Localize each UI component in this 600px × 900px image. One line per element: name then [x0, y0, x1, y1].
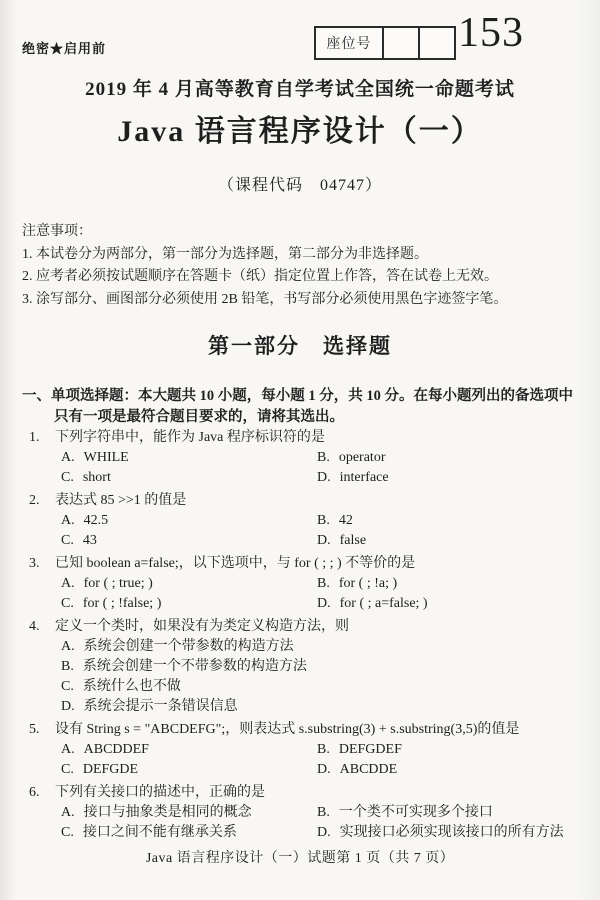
option-text: operator [338, 450, 386, 465]
option-text: 系统会提示一条错误信息 [83, 699, 238, 714]
notice-item-1: 1. 本试卷分为两部分，第一部分为选择题，第二部分为非选择题。 [22, 246, 428, 262]
option-c [61, 594, 317, 614]
question-2-options [29, 511, 588, 551]
question-text: 下列有关接口的描述中，正确的是 [55, 785, 265, 800]
question-6-options [29, 803, 588, 843]
option-label: A. [61, 639, 75, 654]
part-one-heading: 第一部分 选择题 [208, 334, 392, 358]
option-c [61, 468, 317, 488]
option-label: D. [317, 533, 331, 548]
mcq-instruction-line-2: 只有一项是最符合题目要求的，请将其选出。 [54, 409, 344, 425]
question-number: 5. [29, 722, 40, 737]
option-a [61, 803, 317, 823]
question-1-options [29, 448, 588, 488]
option-text: 接口与抽象类是相同的概念 [83, 805, 252, 820]
option-label: C. [61, 596, 74, 611]
option-label: D. [61, 699, 75, 714]
question-number: 6. [29, 785, 40, 800]
question-6 [22, 783, 588, 843]
exam-session-title: 2019 年 4 月高等教育自学考试全国统一命题考试 [85, 79, 515, 100]
option-d [317, 468, 588, 488]
option-d [317, 823, 588, 843]
question-text: 定义一个类时，如果没有为类定义构造方法，则 [55, 619, 349, 634]
option-text: 实现接口必须实现该接口的所有方法 [339, 825, 564, 840]
option-c [61, 677, 588, 697]
option-text: 42 [338, 513, 353, 528]
question-list [22, 428, 588, 846]
option-text: DEFGDEF [338, 742, 402, 757]
question-5 [22, 720, 588, 780]
option-b [317, 448, 588, 468]
option-text: for ( ; !a; ) [338, 576, 398, 591]
option-text: 系统会创建一个带参数的构造方法 [83, 639, 294, 654]
option-label: C. [61, 825, 74, 840]
question-text: 设有 String s = "ABCDEFG";，则表达式 s.substring(3) + s.substring(3,5)的值是 [55, 722, 520, 737]
option-text: 42.5 [83, 513, 109, 528]
option-text: WHILE [83, 450, 129, 465]
mcq-instruction-line-1: 一、单项选择题：本大题共 10 小题，每小题 1 分，共 10 分。在每小题列出的备选项中 [22, 388, 573, 404]
option-text: 系统会创建一个不带参数的构造方法 [82, 659, 307, 674]
option-label: C. [61, 533, 74, 548]
question-text: 表达式 85 >>1 的值是 [55, 493, 187, 508]
notice-item-3: 3. 涂写部分、画图部分必须使用 2B 铅笔，书写部分必须使用黑色字迹签字笔。 [22, 291, 508, 307]
notices-heading: 注意事项： [22, 224, 92, 239]
question-2 [22, 491, 588, 551]
question-number: 4. [29, 619, 40, 634]
option-b [317, 803, 588, 823]
question-3-options [29, 574, 588, 614]
option-text: 43 [82, 533, 97, 548]
option-text: for ( ; true; ) [83, 576, 153, 591]
question-6-stem [29, 783, 588, 803]
question-3 [22, 554, 588, 614]
option-label: B. [317, 742, 330, 757]
option-label: C. [61, 679, 74, 694]
question-number: 1. [29, 430, 40, 445]
option-a [61, 448, 317, 468]
question-number: 3. [29, 556, 40, 571]
question-4 [22, 617, 588, 717]
option-label: A. [61, 576, 75, 591]
option-text: 接口之间不能有继承关系 [82, 825, 237, 840]
option-text: interface [339, 470, 389, 485]
question-text: 已知 boolean a=false;，以下选项中，与 for ( ; ; ) 不等价的是 [55, 556, 416, 571]
question-number: 2. [29, 493, 40, 508]
option-b [61, 657, 588, 677]
question-text: 下列字符串中，能作为 Java 程序标识符的是 [55, 430, 325, 445]
option-text: 系统什么也不做 [82, 679, 181, 694]
option-label: A. [61, 513, 75, 528]
option-label: B. [317, 805, 330, 820]
option-d [317, 531, 588, 551]
option-label: A. [61, 742, 75, 757]
notice-item-2: 2. 应考者必须按试题顺序在答题卡（纸）指定位置上作答，答在试卷上无效。 [22, 269, 498, 284]
classification-banner: 绝密★启用前 [22, 41, 107, 56]
option-label: D. [317, 825, 331, 840]
option-d [317, 760, 588, 780]
exam-subject-title: Java 语言程序设计（一） [117, 115, 483, 148]
page-footer: Java 语言程序设计（一）试题第 1 页（共 7 页） [145, 851, 455, 866]
option-c [61, 760, 317, 780]
option-b [317, 740, 588, 760]
option-text: for ( ; a=false; ) [339, 596, 428, 611]
question-1-stem [29, 428, 588, 448]
notices-section [22, 221, 586, 311]
option-label: A. [61, 805, 75, 820]
paper-number: 153 [458, 10, 524, 56]
seat-number-cell-1 [384, 28, 420, 58]
seat-number-box [314, 26, 456, 60]
option-text: ABCDDE [339, 762, 398, 777]
option-label: D. [317, 762, 331, 777]
mcq-instruction [22, 386, 586, 428]
option-label: C. [61, 470, 74, 485]
option-label: A. [61, 450, 75, 465]
option-label: D. [317, 470, 331, 485]
seat-number-label: 座位号 [316, 28, 384, 58]
option-label: B. [317, 576, 330, 591]
option-label: B. [317, 513, 330, 528]
question-5-stem [29, 720, 588, 740]
option-text: false [339, 533, 367, 548]
option-c [61, 823, 317, 843]
option-a [61, 637, 588, 657]
option-a [61, 740, 317, 760]
option-text: ABCDDEF [83, 742, 149, 757]
option-d [61, 697, 588, 717]
option-text: 一个类不可实现多个接口 [338, 805, 493, 820]
question-4-stem [29, 617, 588, 637]
question-1 [22, 428, 588, 488]
option-label: C. [61, 762, 74, 777]
option-a [61, 574, 317, 594]
question-2-stem [29, 491, 588, 511]
course-code: （课程代码 04747） [217, 177, 382, 194]
question-5-options [29, 740, 588, 780]
option-c [61, 531, 317, 551]
option-d [317, 594, 588, 614]
question-3-stem [29, 554, 588, 574]
option-b [317, 574, 588, 594]
question-4-options [29, 637, 588, 717]
option-label: D. [317, 596, 331, 611]
option-b [317, 511, 588, 531]
option-text: DEFGDE [82, 762, 139, 777]
seat-number-cell-2 [420, 28, 454, 58]
option-text: for ( ; !false; ) [82, 596, 162, 611]
option-a [61, 511, 317, 531]
option-text: short [82, 470, 111, 485]
option-label: B. [317, 450, 330, 465]
option-label: B. [61, 659, 74, 674]
